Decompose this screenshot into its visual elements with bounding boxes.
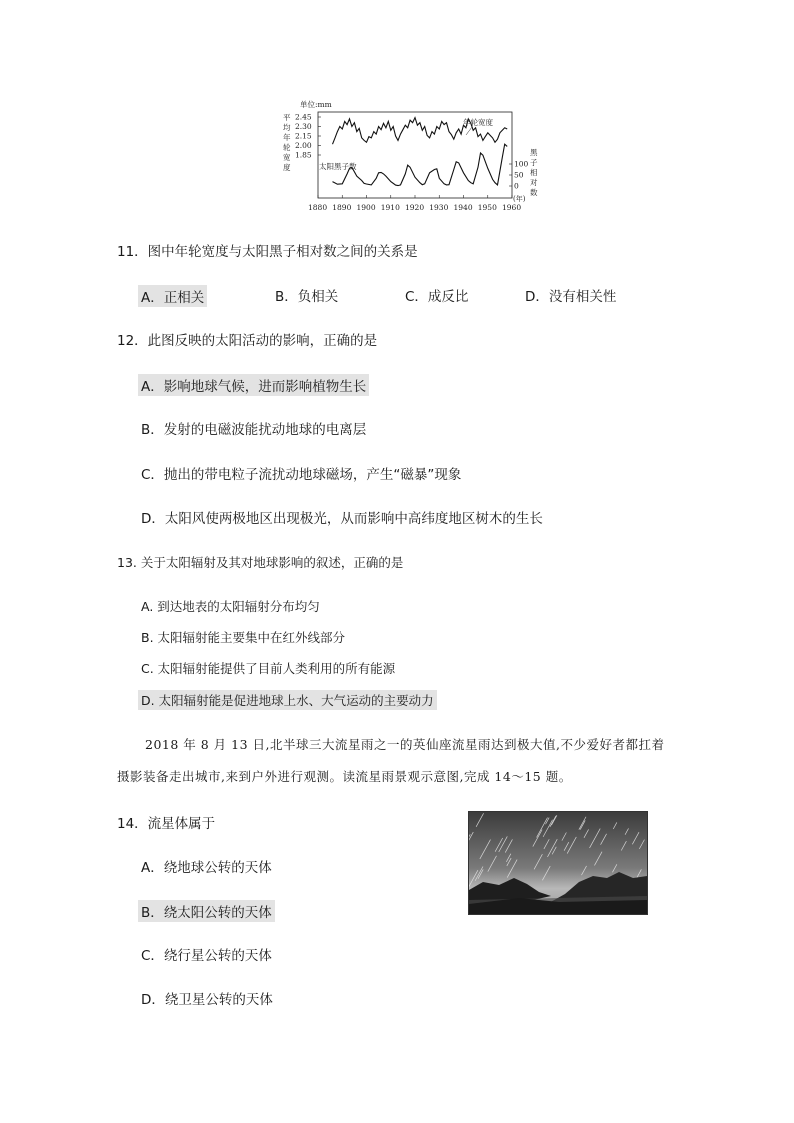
q13-option-b[interactable]: B. 太阳辐射能主要集中在红外线部分 [141,630,346,645]
q13-option-c[interactable]: C. 太阳辐射能提供了目前人类利用的所有能源 [141,661,396,676]
passage-line-2: 摄影装备走出城市,来到户外进行观测。读流星雨景观示意图,完成 14～15 题。 [117,769,572,784]
unit-label: 单位:mm [300,100,332,109]
q12-stem: 12．此图反映的太阳活动的影响，正确的是 [117,333,378,349]
y-axis-label-right-char: 子 [530,158,538,167]
left-tick-label: 2.00 [295,141,312,150]
q11-option-c[interactable]: C．成反比 [405,289,469,305]
left-tick-label: 2.15 [295,131,312,141]
left-tick-labels [295,113,321,160]
series-line-sunspot-number [333,144,508,185]
right-tick-label: 0 [514,181,519,191]
q12-option-b[interactable]: B．发射的电磁波能扰动地球的电离层 [141,422,367,438]
x-tick-label: 1900 [356,203,376,212]
q11-option-b[interactable]: B．负相关 [275,289,339,305]
q12-option-a[interactable]: A．影响地球气候，进而影响植物生长 [138,374,369,396]
y-axis-label-left [283,113,291,172]
x-tick-label: 1920 [405,203,425,212]
x-tick-label: 1880 [308,203,328,212]
y-axis-label-right-char: 数 [530,188,538,197]
q11-stem: 11．图中年轮宽度与太阳黑子相对数之间的关系是 [117,244,418,260]
x-tick-label: 1910 [380,203,400,212]
y-axis-label-left-char: 轮 [283,143,291,152]
right-tick-label: 50 [514,170,524,180]
y-axis-label-left-char: 度 [283,163,291,172]
annotation-tree-ring-width: 年轮宽度 [463,118,493,127]
annotation-sunspot-number: 太阳黑子数 [319,162,357,171]
passage-line-1: 2018 年 8 月 13 日,北半球三大流星雨之一的英仙座流星雨达到极大值,不少爱好者都扛着 [145,737,665,752]
q12-option-c[interactable]: C．抛出的带电粒子流扰动地球磁场，产生“磁暴”现象 [141,467,462,483]
left-tick-label: 1.85 [295,150,312,160]
left-tick-label: 2.45 [295,112,312,122]
y-axis-label-right-char: 黑 [530,148,538,157]
y-axis-label-left-char: 年 [283,133,291,142]
y-axis-label-right-char: 对 [530,178,538,187]
q14-option-a[interactable]: A．绕地球公转的天体 [141,860,272,876]
x-tick-label: 1950 [477,203,497,212]
x-tick-label: 1940 [453,203,473,212]
y-axis-label-left-char: 均 [283,123,291,132]
x-tick-label: 1960 [502,203,522,212]
q13-stem: 13. 关于太阳辐射及其对地球影响的叙述，正确的是 [117,555,404,570]
q12-option-d[interactable]: D．太阳风使两极地区出现极光，从而影响中高纬度地区树木的生长 [141,511,543,527]
q14-option-d[interactable]: D．绕卫星公转的天体 [141,992,273,1008]
q13-option-d[interactable]: D. 太阳辐射能是促进地球上水、大气运动的主要动力 [138,690,437,710]
right-tick-label: 100 [514,159,529,169]
x-tick-label: 1890 [332,203,352,212]
q14-stem: 14．流星体属于 [117,816,216,832]
meteor-shower-photo [468,811,648,915]
y-axis-label-right [530,148,538,197]
y-axis-label-right-char: 相 [530,168,538,177]
q14-option-b[interactable]: B．绕太阳公转的天体 [138,900,275,922]
y-axis-label-left-char: 平 [283,113,291,122]
x-tick-labels [308,195,521,212]
left-tick-label: 2.30 [295,122,312,131]
annotation-pointer [466,127,472,135]
y-axis-label-left-char: 宽 [283,153,291,162]
q13-option-a[interactable]: A. 到达地表的太阳辐射分布均匀 [141,599,320,614]
x-tick-label: 1930 [429,203,449,212]
x-axis-unit: (年) [513,195,526,203]
q14-option-c[interactable]: C．绕行星公转的天体 [141,948,272,964]
q11-option-a[interactable]: A．正相关 [138,285,207,307]
tree-ring-sunspot-chart [280,98,540,216]
q11-option-d[interactable]: D．没有相关性 [525,289,617,305]
